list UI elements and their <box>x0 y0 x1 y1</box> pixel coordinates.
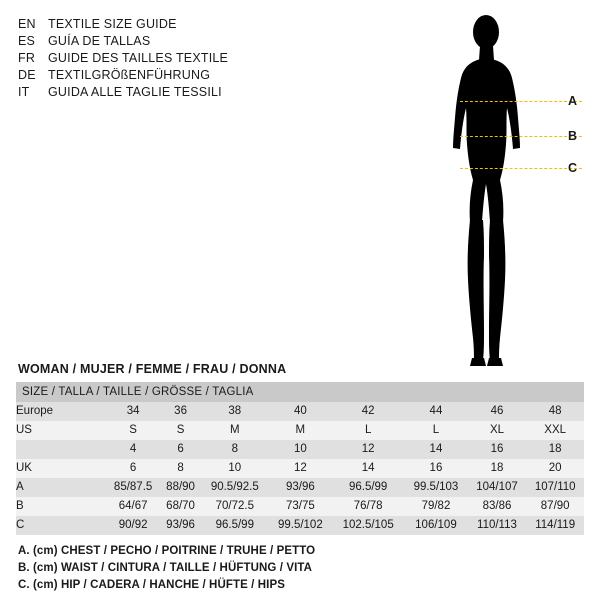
cell: 44 <box>429 405 443 417</box>
cell: 93/96 <box>285 481 315 493</box>
measurement-notes <box>18 543 315 594</box>
cell: 96.5/99 <box>348 481 388 493</box>
cell: 110/113 <box>477 519 517 531</box>
cell: 12 <box>293 462 307 474</box>
cell: 90/92 <box>118 519 148 531</box>
measure-label-b: B <box>568 129 578 143</box>
cell: 6 <box>177 443 184 455</box>
cell: 38 <box>228 405 242 417</box>
cell: 12 <box>361 443 375 455</box>
language-row-en <box>18 16 288 33</box>
cell: XXL <box>544 424 567 436</box>
cell: S <box>129 424 137 436</box>
cell: 107/110 <box>534 481 576 493</box>
language-row-es <box>18 33 288 50</box>
measure-line-c <box>460 168 582 169</box>
note-b: B. (cm) WAIST / CINTURA / TAILLE / HÜFTUNG / VITA <box>18 562 313 574</box>
language-code-en: EN <box>18 17 36 31</box>
cell: 10 <box>228 462 242 474</box>
cell: 16 <box>429 462 443 474</box>
cell: 104/107 <box>476 481 518 493</box>
language-code-fr: FR <box>18 51 36 65</box>
cell: 93/96 <box>166 519 195 531</box>
cell: 18 <box>490 462 504 474</box>
row-label: C <box>16 519 25 531</box>
language-row-de <box>18 67 288 84</box>
female-silhouette-icon <box>420 8 590 378</box>
row-label: A <box>16 481 24 493</box>
cell: 18 <box>548 443 562 455</box>
row-label: US <box>16 424 32 436</box>
language-row-it <box>18 84 288 101</box>
cell: 76/78 <box>353 500 383 512</box>
cell: XL <box>489 424 505 436</box>
measure-line-a <box>460 101 582 102</box>
cell: 48 <box>548 405 562 417</box>
cell: 6 <box>129 462 137 474</box>
cell: S <box>176 424 185 436</box>
cell: 99.5/103 <box>413 481 459 493</box>
cell: M <box>230 424 240 436</box>
language-row-fr <box>18 50 288 67</box>
group-title: WOMAN / MUJER / FEMME / FRAU / DONNA <box>18 362 287 376</box>
table-row <box>16 497 584 516</box>
language-code-de: DE <box>18 68 36 82</box>
cell: 34 <box>126 405 140 417</box>
table-row <box>16 402 584 421</box>
table-row <box>16 421 584 440</box>
cell: 106/109 <box>415 519 457 531</box>
cell: 4 <box>129 443 137 455</box>
cell: L <box>432 424 440 436</box>
cell: 14 <box>429 443 443 455</box>
language-text-en: TEXTILE SIZE GUIDE <box>48 17 177 31</box>
cell: 14 <box>361 462 375 474</box>
cell: L <box>364 424 372 436</box>
cell: 70/72.5 <box>215 500 254 512</box>
cell: 79/82 <box>421 500 451 512</box>
language-code-es: ES <box>18 34 36 48</box>
cell: 68/70 <box>166 500 195 512</box>
row-label <box>16 440 106 459</box>
language-code-it: IT <box>18 85 30 99</box>
table-row <box>16 478 584 497</box>
cell: 88/90 <box>166 481 195 493</box>
note-a: A. (cm) CHEST / PECHO / POITRINE / TRUHE / PETTO <box>18 545 316 557</box>
cell: 36 <box>174 405 187 417</box>
table-row <box>16 459 584 478</box>
cell: 90.5/92.5 <box>210 481 259 493</box>
cell: 85/87.5 <box>113 481 153 493</box>
cell: 40 <box>293 405 307 417</box>
cell: 99.5/102 <box>277 519 323 531</box>
cell: 83/86 <box>482 500 512 512</box>
table-header-row <box>16 382 584 402</box>
cell: 102.5/105 <box>342 519 394 531</box>
cell: 20 <box>548 462 562 474</box>
table-row <box>16 440 584 459</box>
cell: M <box>295 424 306 436</box>
cell: 73/75 <box>285 500 315 512</box>
size-table <box>16 382 584 535</box>
body-figure <box>420 8 590 378</box>
language-list <box>18 16 288 101</box>
table-header-label: SIZE / TALLA / TAILLE / GRÖSSE / TAGLIA <box>22 386 254 398</box>
language-text-fr: GUIDE DES TAILLES TEXTILE <box>48 51 229 65</box>
cell: 96.5/99 <box>215 519 254 531</box>
cell: 8 <box>231 443 238 455</box>
cell: 64/67 <box>118 500 148 512</box>
row-label: Europe <box>16 405 54 417</box>
note-c: C. (cm) HIP / CADERA / HANCHE / HÜFTE / HIPS <box>18 579 286 591</box>
measure-label-c: C <box>568 161 578 175</box>
language-text-es: GUÍA DE TALLAS <box>48 34 151 48</box>
measure-line-b <box>460 136 582 137</box>
cell: 87/90 <box>540 500 570 512</box>
table-row <box>16 516 584 535</box>
cell: 114/119 <box>535 519 576 531</box>
cell: 8 <box>177 462 184 474</box>
cell: 42 <box>361 405 375 417</box>
row-label: B <box>16 500 24 512</box>
language-text-de: TEXTILGRÖßENFÜHRUNG <box>48 68 211 82</box>
cell: 16 <box>490 443 504 455</box>
cell: 46 <box>490 405 504 417</box>
row-label: UK <box>16 462 32 474</box>
measure-label-a: A <box>568 94 578 108</box>
language-text-it: GUIDA ALLE TAGLIE TESSILI <box>48 85 222 99</box>
cell: 10 <box>293 443 307 455</box>
